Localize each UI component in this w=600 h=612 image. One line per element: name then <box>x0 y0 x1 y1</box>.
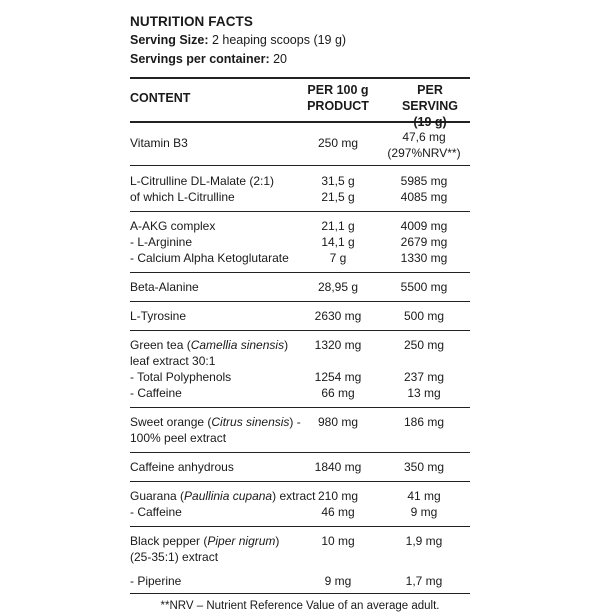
row-per-100g: 2630 mg <box>314 309 362 323</box>
row-per-serving: 186 mg <box>403 415 445 429</box>
table-row <box>130 250 470 266</box>
row-name: - Total Polyphenols <box>130 370 232 384</box>
table-row <box>130 279 470 295</box>
row-per-serving: 237 mg <box>403 370 445 384</box>
content-column-header: CONTENT <box>130 91 191 105</box>
row-per-100g: 210 mg <box>317 489 359 503</box>
row-name: Beta-Alanine <box>130 280 199 294</box>
serving-size-line <box>130 31 470 50</box>
row-per-100g: 21,5 g <box>321 190 355 204</box>
row-per-serving: 5500 mg <box>400 280 448 294</box>
row-per-serving: 250 mg <box>403 338 445 352</box>
row-per-serving: 4085 mg <box>400 190 448 204</box>
row-name: 100% peel extract <box>130 431 227 445</box>
row-name <box>130 488 316 504</box>
row-name: - L-Arginine <box>130 235 193 249</box>
row-name <box>130 414 301 430</box>
serving-size-label: Serving Size: <box>130 33 209 47</box>
table-row <box>130 573 470 589</box>
table-row <box>130 189 470 205</box>
row-per-100g: 9 mg <box>324 574 352 588</box>
row-name: - Calcium Alpha Ketoglutarate <box>130 251 289 265</box>
table-row <box>130 369 470 385</box>
row-per-100g: 7 g <box>329 251 347 265</box>
table-row <box>130 353 470 369</box>
table-row-group <box>130 273 470 302</box>
row-name: - Piperine <box>130 574 182 588</box>
footnote: **NRV – Nutrient Reference Value of an average adult. <box>160 600 440 612</box>
row-per-serving: 5985 mg <box>400 174 448 188</box>
per-serving-column-header <box>388 82 472 130</box>
table-row <box>130 533 470 549</box>
table-row <box>130 549 470 565</box>
per-serving-line1: PER SERVING <box>401 83 459 113</box>
column-header <box>130 77 470 129</box>
table-row-group <box>130 331 470 408</box>
table-row <box>130 430 470 446</box>
table-row-group <box>130 408 470 453</box>
row-name: L-Tyrosine <box>130 309 187 323</box>
row-name <box>130 533 298 549</box>
per-100g-column-header <box>298 82 378 114</box>
row-per-serving: 1,7 mg <box>405 574 443 588</box>
row-per-100g: 66 mg <box>321 386 355 400</box>
name-part: Guarana ( <box>130 489 185 503</box>
latin-name: Paullinia cupana <box>184 489 273 503</box>
panel-title: NUTRITION FACTS <box>130 14 253 29</box>
row-per-100g: 1320 mg <box>314 338 362 352</box>
row-per-100g: 1840 mg <box>314 460 362 474</box>
row-per-100g: 14,1 g <box>321 235 355 249</box>
row-per-100g: 31,5 g <box>321 174 355 188</box>
row-name: - Caffeine <box>130 386 182 400</box>
row-per-100g: 1254 mg <box>314 370 362 384</box>
row-per-100g: 980 mg <box>317 415 359 429</box>
name-part: Sweet orange ( <box>130 415 212 429</box>
row-per-serving: 350 mg <box>403 460 445 474</box>
table-row <box>130 129 470 161</box>
latin-name: Camellia sinensis <box>190 338 285 352</box>
row-per-100g: 28,95 g <box>317 280 359 294</box>
row-name: (25-35:1) extract <box>130 550 219 564</box>
table-row <box>130 308 470 324</box>
name-part: ) - <box>289 415 301 429</box>
row-name: Vitamin B3 <box>130 136 188 150</box>
table-row <box>130 488 470 504</box>
servings-value: 20 <box>269 52 288 66</box>
row-name: Caffeine anhydrous <box>130 460 234 474</box>
table-row-group <box>130 166 470 212</box>
servings-label: Servings per container: <box>130 52 270 66</box>
row-name: - Caffeine <box>130 505 182 519</box>
row-name: A-AKG complex <box>130 219 216 233</box>
latin-name: Citrus sinensis <box>211 415 290 429</box>
table-row <box>130 337 470 353</box>
name-part: Green tea ( <box>130 338 191 352</box>
table-row <box>130 504 470 520</box>
table-row <box>130 173 470 189</box>
row-per-100g: 10 mg <box>321 534 355 548</box>
table-row <box>130 414 470 430</box>
row-per-serving: 500 mg <box>403 309 445 323</box>
per-serving-value: 47,6 mg <box>402 130 446 144</box>
row-per-100g: 46 mg <box>321 505 355 519</box>
row-per-serving: 4009 mg <box>400 219 448 233</box>
row-name: of which L-Citrulline <box>130 190 235 204</box>
row-per-serving: 1,9 mg <box>405 534 443 548</box>
table-row-group <box>130 212 470 273</box>
table-row-group <box>130 453 470 482</box>
row-name <box>130 337 298 353</box>
table-row <box>130 234 470 250</box>
row-per-100g: 250 mg <box>317 136 359 150</box>
table-row-group <box>130 302 470 331</box>
table-row <box>130 385 470 401</box>
row-name: leaf extract 30:1 <box>130 354 216 368</box>
per-100g-line1: PER 100 g <box>307 83 369 97</box>
row-per-serving <box>378 129 470 161</box>
row-per-serving: 41 mg <box>407 489 441 503</box>
name-part: ) <box>284 338 289 352</box>
name-part: ) <box>275 534 280 548</box>
row-per-serving: 1330 mg <box>400 251 448 265</box>
row-per-serving: 2679 mg <box>400 235 448 249</box>
table-row <box>130 459 470 475</box>
row-name: L-Citrulline DL-Malate (2:1) <box>130 174 275 188</box>
table-row-group <box>130 527 470 594</box>
name-part: Black pepper ( <box>130 534 208 548</box>
latin-name: Piper nigrum <box>207 534 276 548</box>
nutrition-facts-panel <box>130 12 470 612</box>
row-per-serving: 13 mg <box>407 386 441 400</box>
table-row <box>130 218 470 234</box>
nrv-percent: (297%NRV**) <box>387 146 461 160</box>
per-serving-line2: (19 g) <box>413 115 447 129</box>
per-100g-line2: PRODUCT <box>307 99 369 113</box>
serving-size-value: 2 heaping scoops (19 g) <box>208 33 347 47</box>
table-row-group <box>130 482 470 527</box>
name-part: ) extract <box>272 489 316 503</box>
row-per-serving: 9 mg <box>410 505 438 519</box>
row-per-100g: 21,1 g <box>321 219 355 233</box>
servings-per-container-line <box>130 50 470 69</box>
